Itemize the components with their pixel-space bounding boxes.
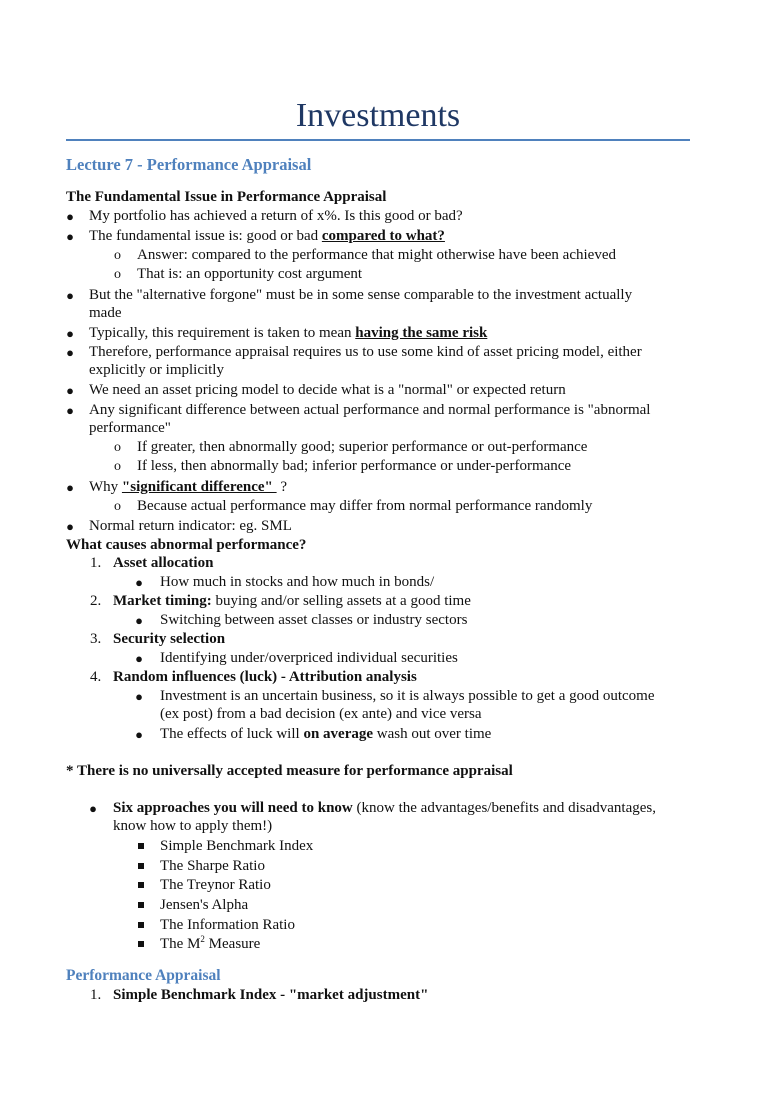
circle-bullet-icon: o <box>114 440 121 455</box>
item-text: wash out over time <box>373 726 492 742</box>
bullet-icon: ● <box>66 209 74 224</box>
emphasis-text: having the same risk <box>355 325 488 341</box>
lecture-heading: Lecture 7 - Performance Appraisal <box>66 155 312 174</box>
list-item-text: Typically, this requirement is taken to mean <box>89 325 356 341</box>
circle-bullet-icon: o <box>114 459 121 474</box>
emphasis-text: Six approaches you will need to know <box>113 800 353 816</box>
item-number: 2. <box>90 593 102 609</box>
superscript: 2 <box>200 934 205 944</box>
square-bullet-icon <box>138 902 144 908</box>
title-underline-rule <box>66 139 690 141</box>
document-title: Investments <box>295 97 461 134</box>
bullet-icon: ● <box>135 727 143 742</box>
bullet-icon: ● <box>66 519 74 534</box>
bullet-icon: ● <box>66 480 74 495</box>
square-bullet-icon <box>138 941 144 947</box>
emphasis-text: "significant difference" <box>121 479 277 495</box>
bullet-icon: ● <box>66 403 74 418</box>
square-bullet-icon <box>138 843 144 849</box>
item-number: 1. <box>90 555 102 571</box>
list-item-text: ? <box>276 479 288 495</box>
item-number: 1. <box>90 987 102 1003</box>
square-bullet-icon <box>138 863 144 869</box>
bullet-icon: ● <box>135 689 143 704</box>
bullet-icon: ● <box>89 801 97 816</box>
bullet-icon: ● <box>66 288 74 303</box>
bullet-icon: ● <box>135 575 143 590</box>
bullet-icon: ● <box>66 326 74 341</box>
section-heading-fundamental-issue: The Fundamental Issue in Performance Appraisal <box>66 189 387 205</box>
circle-bullet-icon: o <box>114 499 121 514</box>
emphasis-text: compared to what? <box>321 228 445 244</box>
bullet-icon: ● <box>135 613 143 628</box>
item-label: Market timing: <box>113 593 212 609</box>
circle-bullet-icon: o <box>114 267 121 282</box>
item-number: 4. <box>90 669 102 685</box>
section-heading-performance-appraisal: Performance Appraisal <box>66 967 221 984</box>
list-item-text: The M <box>160 936 201 952</box>
circle-bullet-icon: o <box>114 248 121 263</box>
item-text: The effects of luck will <box>160 726 304 742</box>
bullet-icon: ● <box>66 345 74 360</box>
section-heading-abnormal-performance: What causes abnormal performance? <box>66 537 307 553</box>
square-bullet-icon <box>138 882 144 888</box>
list-item-text: The fundamental issue is: good or bad <box>89 228 322 244</box>
item-number: 3. <box>90 631 102 647</box>
item-text: buying and/or selling assets at a good time <box>211 593 471 609</box>
bullet-icon: ● <box>66 229 74 244</box>
bullet-icon: ● <box>135 651 143 666</box>
emphasis-text: on average <box>303 726 374 742</box>
list-item-text: Why <box>89 479 122 495</box>
list-item-text: (know the advantages/benefits and disadvantages, <box>352 800 657 816</box>
list-item-text: Measure <box>204 936 261 952</box>
square-bullet-icon <box>138 922 144 928</box>
note-text: * There is no universally accepted measure for performance appraisal <box>66 763 513 779</box>
bullet-icon: ● <box>66 383 74 398</box>
